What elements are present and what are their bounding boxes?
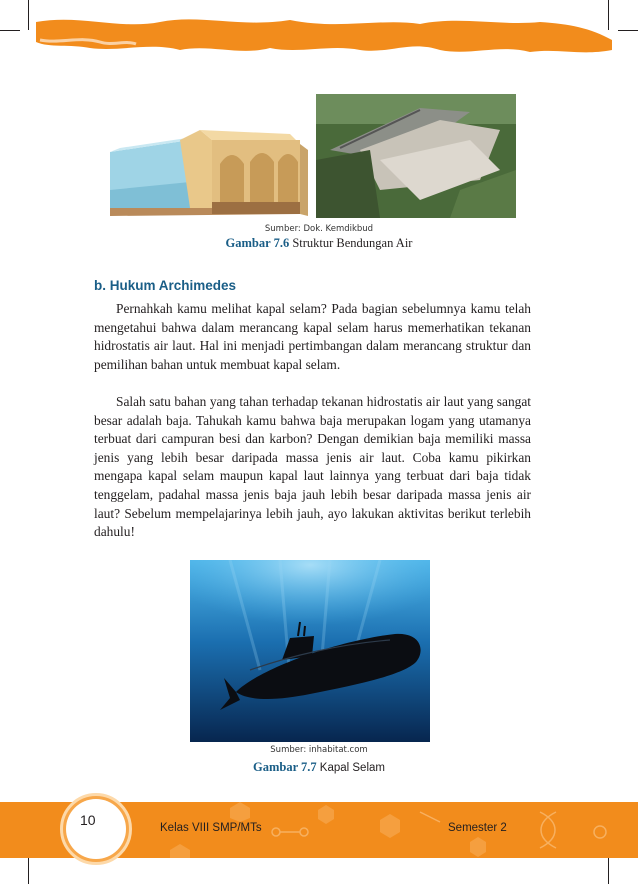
figure-7-6-title: Struktur Bendungan Air (292, 236, 413, 250)
footer-book-title: Kelas VIII SMP/MTs (160, 822, 262, 834)
dam-illustration (110, 130, 308, 216)
paragraph-1: Pernahkah kamu melihat kapal selam? Pada bagian sebelumnya kamu telah mengetahui bahwa dalam merancang kapal selam harus memerhatikan tekanan hidrostatis air laut. Hal ini menjadi pertimbangan dalam merancang struktur dan pemilihan bahan untuk membuat kapal selam. (94, 301, 531, 372)
submarine-photo (190, 560, 430, 742)
figure-7-7-caption (0, 760, 638, 775)
page-number-badge-inner (66, 799, 126, 859)
figure-7-7-label: Gambar 7.7 (252, 760, 317, 774)
footer-semester: Semester 2 (448, 822, 507, 834)
figure-7-7-source: Sumber: inhabitat.com (270, 745, 368, 755)
figure-7-6-caption (0, 236, 638, 251)
section-heading: b. Hukum Archimedes (94, 278, 237, 293)
header-brush-stroke (0, 0, 638, 60)
figure-7-6-label: Gambar 7.6 (225, 236, 290, 250)
crop-mark (28, 858, 29, 884)
crop-mark (608, 858, 609, 884)
dam-photo (316, 94, 516, 218)
dam-figure (0, 90, 638, 220)
page-number: 10 (80, 812, 96, 828)
paragraph-2: Salah satu bahan yang tahan terhadap tekanan hidrostatis air laut yang sangat besar adalah baja. Tahukah kamu bahwa baja merupakan logam yang utamanya terbuat dari campuran besi dan karbon? Dengan demikian baja memiliki massa jenis yang lebih besar daripada massa jenis air laut. Coba kamu pikirkan mengapa kapal selam maupun kapal laut lainnya yang terbuat dari baja tidak tenggelam, padahal massa jenis baja jauh lebih besar daripada massa jenis air laut? Sebelum mempelajarinya lebih jauh, ayo lakukan aktivitas berikut terlebih dahulu! (94, 394, 531, 540)
figure-7-7-title: Kapal Selam (319, 762, 385, 774)
figure-7-6-source: Sumber: Dok. Kemdikbud (264, 224, 374, 234)
